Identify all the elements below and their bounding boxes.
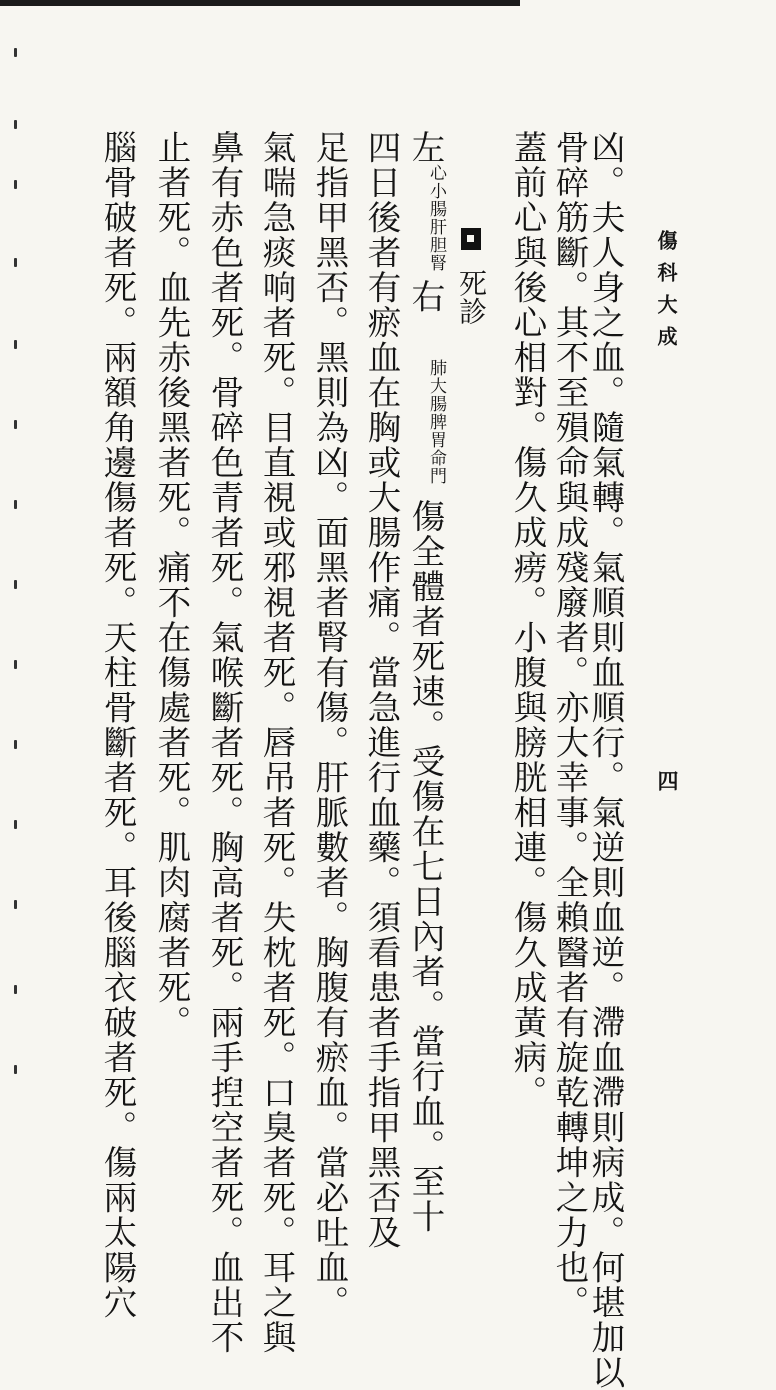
text-column-split bbox=[404, 130, 446, 1234]
heading-square-icon bbox=[461, 228, 481, 250]
text-column-4: 四日後者有瘀血在胸或大腸作痛。當急進行血藥。須看患者手指甲黑否及 bbox=[362, 130, 401, 1250]
text-column-6: 氣喘急痰响者死。目直視或邪視者死。唇吊者死。失枕者死。口臭者死。耳之與 bbox=[257, 130, 296, 1355]
left-organs: 心小腸肝胆腎 bbox=[426, 163, 446, 272]
text-column-8: 止者死。血先赤後黑者死。痛不在傷處者死。肌肉腐者死。 bbox=[152, 130, 191, 1040]
binding-mark bbox=[14, 820, 17, 829]
text-column-3: 蓋前心與後心相對。傷久成痨。小腹與膀胱相連。傷久成黃病。 bbox=[508, 130, 547, 1110]
right-organs: 肺大腸脾胃命門 bbox=[426, 358, 446, 485]
binding-mark bbox=[14, 120, 17, 129]
binding-mark bbox=[14, 985, 17, 994]
binding-mark bbox=[14, 500, 17, 509]
binding-mark bbox=[14, 180, 17, 189]
split-column-rest: 傷全體者死速。受傷在七日內者。當行血。至十 bbox=[406, 498, 445, 1234]
text-column-9: 腦骨破者死。兩額角邊傷者死。天柱骨斷者死。耳後腦衣破者死。傷兩太陽穴 bbox=[98, 130, 137, 1320]
binding-mark bbox=[14, 660, 17, 669]
left-char: 左 bbox=[406, 130, 445, 164]
text-column-2: 骨碎筋斷。其不至殞命與成殘廢者。亦大幸事。全賴醫者有旋乾轉坤之力也。 bbox=[550, 130, 589, 1320]
text-column-1: 凶。夫人身之血。隨氣轉。氣順則血順行。氣逆則血逆。滯血滯則病成。何堪加以 bbox=[586, 130, 625, 1390]
top-edge-bar bbox=[0, 0, 520, 6]
page-number: 四 bbox=[655, 770, 680, 791]
right-char: 右 bbox=[406, 278, 445, 312]
book-title: 傷科大成 bbox=[654, 230, 678, 358]
binding-mark bbox=[14, 1065, 17, 1074]
binding-mark bbox=[14, 48, 17, 57]
binding-mark bbox=[14, 580, 17, 589]
section-heading bbox=[450, 228, 492, 325]
binding-mark bbox=[14, 340, 17, 349]
binding-mark bbox=[14, 900, 17, 909]
binding-mark bbox=[14, 258, 17, 267]
page-header bbox=[640, 230, 700, 790]
section-heading-text: 死診 bbox=[455, 268, 488, 325]
binding-mark bbox=[14, 740, 17, 749]
binding-mark bbox=[14, 420, 17, 429]
text-column-5: 足指甲黑否。黑則為凶。面黑者腎有傷。肝脈數者。胸腹有瘀血。當必吐血。 bbox=[310, 130, 349, 1320]
text-column-7: 鼻有赤色者死。骨碎色青者死。氣喉斷者死。胸高者死。兩手揑空者死。血出不 bbox=[205, 130, 244, 1355]
